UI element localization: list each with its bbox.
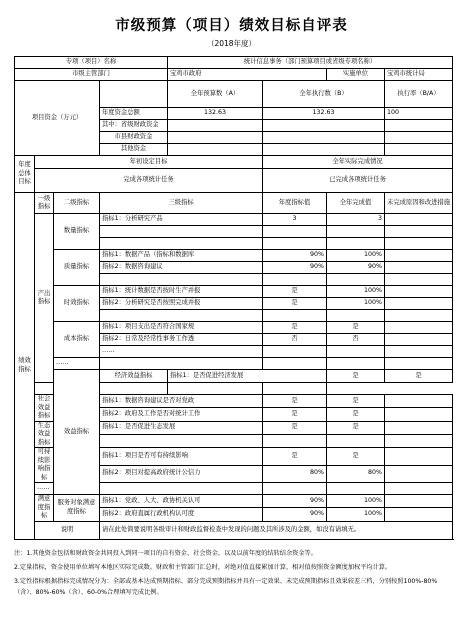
funds-blank [100, 81, 168, 108]
cat-time: 时效指标 [54, 286, 100, 322]
goals-side-label: 年度总体目标 [15, 156, 35, 193]
funds-budget-value [168, 132, 263, 144]
indicator-reason [385, 408, 453, 421]
indicator-target: 是 [327, 370, 385, 383]
footnote-3: 3.定性指标根据指标完成情况分为：全部或基本达成预期指标、部分完成预期指标并具有一定效果、未完成预期指标且效果较差三档，分别按照100%-80%（含）、80%-60%（含）、60-0%合理填写完成比例。 [14, 578, 438, 596]
self-evaluation-table [14, 56, 453, 540]
unit-label: 实施单位 [327, 69, 385, 81]
indicator-target: 是 [263, 448, 327, 466]
indicator-reason [385, 298, 453, 310]
dept-label: 市级主管部门 [15, 69, 168, 81]
cat-satisfaction: 服务对象满意度指标 [54, 495, 100, 522]
goals-expected: 完成各项统计任务 [35, 169, 263, 193]
dept-value: 宝鸡市政府 [168, 69, 327, 81]
indicator-actual: 是 [327, 421, 385, 434]
remark-text: 请在此处简要说明各级审计和财政监督检查中发现的问题及其所涉及的金额，如没有请填无。 [100, 521, 453, 539]
indicator-actual: 80% [327, 465, 385, 483]
funds-row-label: 市县财政资金 [100, 132, 168, 144]
funds-rate-value [385, 144, 453, 156]
funds-row-label: 其他资金 [100, 144, 168, 156]
cat-sustain: 可持续影响指标 [35, 448, 54, 483]
output-dots: …… [54, 358, 100, 370]
indicator-reason [385, 322, 453, 334]
indicator-target: 是 [263, 395, 327, 408]
indicator-actual: 100% [327, 508, 385, 521]
indicator-actual: 100% [327, 495, 385, 508]
indicator-actual: 3 [327, 214, 385, 226]
indicator-actual: 是 [327, 322, 385, 334]
indicator-actual: 是 [327, 408, 385, 421]
perf-h-lvl3: 三级指标 [100, 193, 263, 214]
indicator-reason [385, 465, 453, 483]
indicator-actual: 是 [385, 370, 453, 383]
unit-value: 宝鸡市统计局 [385, 69, 453, 81]
indicator-target: 90% [263, 495, 327, 508]
perf-h-actual: 全年完成值 [327, 193, 385, 214]
indicator-label: 指标1：项目是否可有持续影响 [100, 448, 263, 466]
indicator-label: 指标2：项目对提高政府统计公信力 [100, 465, 263, 483]
indicator-label: 指标1：分析研究产品 [100, 214, 263, 226]
indicator-reason [385, 262, 453, 274]
project-name-label: 专项（项目）名称 [15, 57, 168, 69]
goals-col-actual: 全年实际完成情况 [263, 156, 453, 169]
indicator-label: …… [100, 346, 263, 358]
group-output: 产出指标 [35, 214, 54, 383]
indicator-reason [385, 395, 453, 408]
indicator-target: 3 [263, 214, 327, 226]
funds-exec-value [263, 144, 385, 156]
funds-budget-value: 132.63 [168, 108, 263, 120]
indicator-target: 是 [263, 286, 327, 298]
col-rate: 执行率（B/A） [385, 81, 453, 108]
indicator-label: 指标2：政府及工作是否对统计工作 [100, 408, 263, 421]
indicator-reason [385, 286, 453, 298]
indicator-label: 指标1：数据咨询建议是否对党政 [100, 395, 263, 408]
indicator-target: 90% [263, 250, 327, 262]
goals-actual: 已完成各项统计任务 [263, 169, 453, 193]
indicator-actual: 否 [327, 334, 385, 346]
indicator-label: 指标1：是否促进经济发展 [168, 370, 327, 383]
group-satisfaction: 满意度指标 [35, 495, 54, 522]
indicator-label: 指标1：统计数据是否按时生产并报 [100, 286, 263, 298]
effect-dots: …… [35, 483, 54, 495]
indicator-reason [385, 495, 453, 508]
project-name-value: 统计信息事务（部门预算项目或省级专项名称） [168, 57, 453, 69]
cat-economic: 经济效益指标 [100, 370, 168, 383]
funds-budget-value [168, 120, 263, 132]
indicator-target: 否 [263, 334, 327, 346]
perf-h-reason: 未完成原因和改进措施 [385, 193, 453, 214]
indicator-actual: 100% [327, 286, 385, 298]
funds-section-label: 项目资金（万元） [15, 81, 100, 156]
indicator-target: 是 [263, 322, 327, 334]
cat-social: 社会效益指标 [35, 395, 54, 422]
indicator-target: 90% [263, 262, 327, 274]
indicator-actual: 是 [327, 395, 385, 408]
funds-exec-value: 132.63 [263, 108, 385, 120]
indicator-target: 是 [263, 421, 327, 434]
indicator-reason [385, 421, 453, 434]
funds-exec-value [263, 120, 385, 132]
funds-exec-value [263, 132, 385, 144]
indicator-actual: 100% [327, 250, 385, 262]
perf-h-target: 年度指标值 [263, 193, 327, 214]
footnote-1: 注：1.其他资金包括和财政资金共同投入到同一项目的自有资金、社会资金，以及以前年度的结转结余资金等。 [14, 550, 317, 557]
footnotes [14, 549, 452, 602]
funds-budget-value [168, 144, 263, 156]
perf-side-label: 绩效指标 [15, 193, 35, 540]
group-effect: 效益指标 [54, 370, 100, 495]
indicator-reason [385, 508, 453, 521]
funds-row-label: 年度资金总额 [100, 108, 168, 120]
funds-rate-value [385, 120, 453, 132]
indicator-label: 指标1：是否促进生态发展 [100, 421, 263, 434]
indicator-label: 指标1：项目支出是否符合国家规 [100, 322, 263, 334]
indicator-label: 指标1：党政、人大、政协机关认可 [100, 495, 263, 508]
indicator-target: 是 [263, 408, 327, 421]
perf-h-lvl1: 一级指标 [35, 193, 54, 214]
indicator-label: 指标1：数据产品（指标和数据库 [100, 250, 263, 262]
funds-row-label: 其中：省级财政资金 [100, 120, 168, 132]
cat-cost: 成本指标 [54, 322, 100, 358]
indicator-label: 指标2：日常及经常性事务工作透 [100, 334, 263, 346]
indicator-target: 是 [263, 298, 327, 310]
indicator-target: 80% [263, 465, 327, 483]
perf-h-lvl2: 二级指标 [54, 193, 100, 214]
indicator-actual: 90% [327, 262, 385, 274]
cat-ecological: 生态效益指标 [35, 421, 54, 448]
col-exec: 全年执行数（B） [263, 81, 385, 108]
indicator-reason [385, 448, 453, 466]
indicator-actual: 100% [327, 298, 385, 310]
footnote-2: 2.定量指标，资金使用单位填写本地区实际完成数。财政和主管部门汇总时，对绝对值直接累加计算，相对值按照资金额度加权平均计算。 [14, 564, 392, 572]
funds-rate-value: 100 [385, 108, 453, 120]
indicator-target: 90% [263, 508, 327, 521]
indicator-actual: 是 [327, 448, 385, 466]
cat-quality: 质量指标 [54, 250, 100, 286]
indicator-reason [385, 250, 453, 262]
indicator-reason [385, 214, 453, 226]
indicator-label: 指标2：数据咨询建议 [100, 262, 263, 274]
col-budget: 全年预算数（A） [168, 81, 263, 108]
form-title: 市级预算（项目）绩效目标自评表 [115, 18, 348, 34]
funds-rate-value [385, 132, 453, 144]
indicator-reason [385, 334, 453, 346]
form-year: （2018年度） [206, 39, 257, 48]
goals-col-expected: 年初设定目标 [35, 156, 263, 169]
indicator-label: 指标2：政府直属行政机构认可度 [100, 508, 263, 521]
indicator-label: 指标2：分析研究是否按照完成并报 [100, 298, 263, 310]
cat-quantity: 数量指标 [54, 214, 100, 250]
remark-label: 说明 [35, 521, 100, 539]
